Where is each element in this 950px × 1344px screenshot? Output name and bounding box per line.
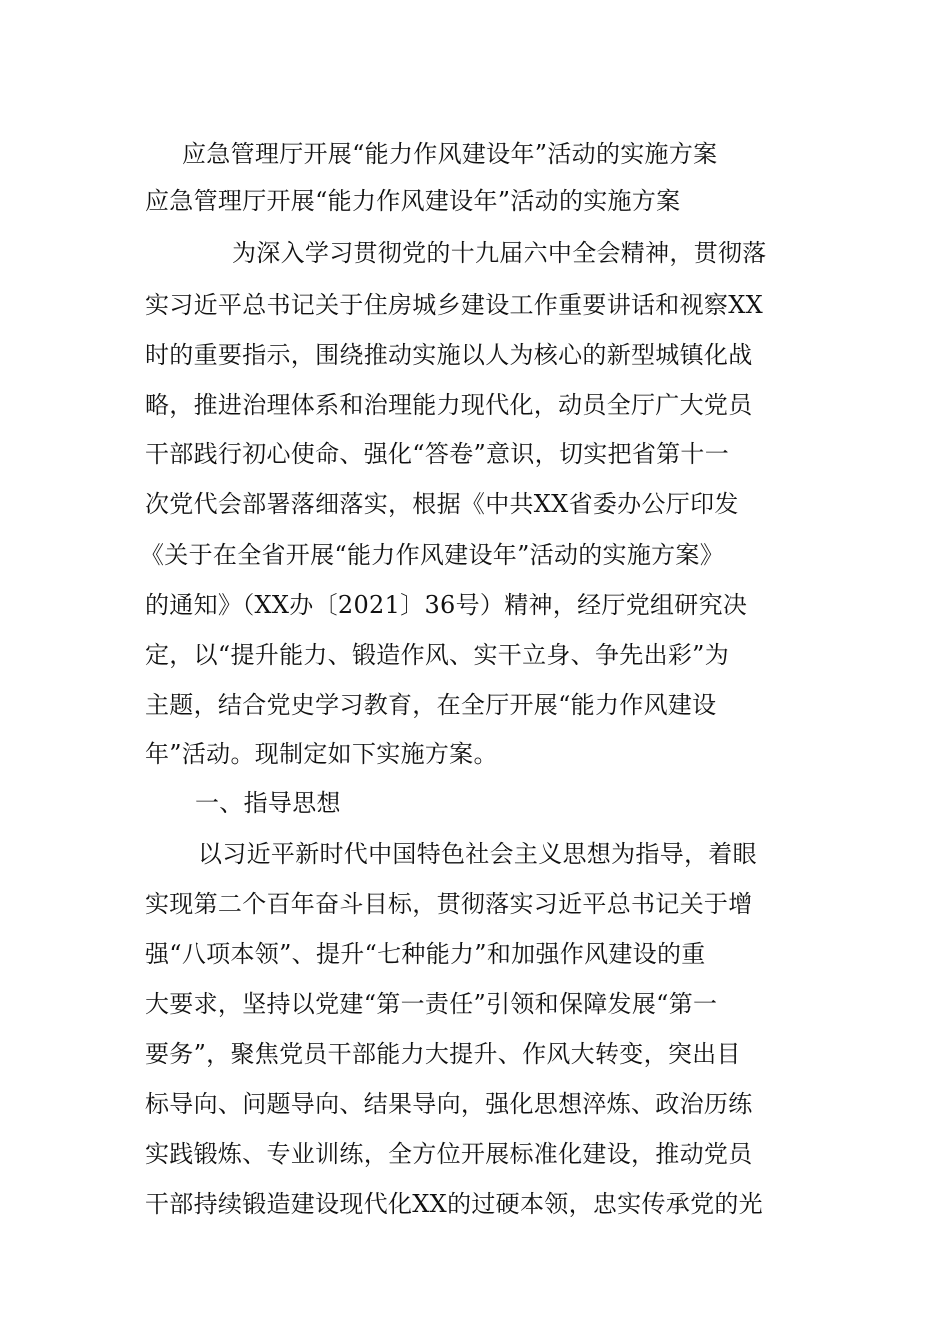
intro-line-9: 定，以“提升能力、锻造作风、实干立身、争先出彩”为 [145, 641, 730, 669]
section-1-heading: 一、指导思想 [195, 789, 341, 817]
intro-line-7: 《关于在全省开展“能力作风建设年”活动的实施方案》 [140, 541, 725, 569]
intro-line-5: 干部践行初心使命、强化“答卷”意识，切实把省第十一 [145, 440, 730, 468]
intro-line-3: 时的重要指示，围绕推动实施以人为核心的新型城镇化战 [145, 341, 753, 369]
document-title-line-2: 应急管理厅开展“能力作风建设年”活动的实施方案 [145, 187, 681, 215]
intro-line-11: 年”活动。现制定如下实施方案。 [145, 740, 498, 768]
section-1-line-4: 大要求，坚持以党建“第一责任”引领和保障发展“第一 [145, 990, 718, 1018]
intro-line-8: 的通知》（XX办〔2021〕36号）精神，经厅党组研究决 [145, 591, 748, 619]
section-1-line-3: 强“八项本领”、提升“七种能力”和加强作风建设的重 [145, 940, 706, 968]
section-1-line-1: 以习近平新时代中国特色社会主义思想为指导，着眼 [198, 840, 757, 868]
intro-line-1: 为深入学习贯彻党的十九届六中全会精神，贯彻落 [232, 239, 767, 267]
section-1-line-8: 干部持续锻造建设现代化XX的过硬本领，忠实传承党的光 [145, 1190, 763, 1218]
section-1-line-5: 要务”，聚焦党员干部能力大提升、作风大转变，突出目 [145, 1040, 741, 1068]
intro-line-10: 主题，结合党史学习教育，在全厅开展“能力作风建设 [145, 691, 717, 719]
section-1-line-6: 标导向、问题导向、结果导向，强化思想淬炼、政治历练 [145, 1090, 753, 1118]
section-1-line-7: 实践锻炼、专业训练，全方位开展标准化建设，推动党员 [145, 1140, 753, 1168]
section-1-line-2: 实现第二个百年奋斗目标，贯彻落实习近平总书记关于增 [145, 890, 753, 918]
intro-line-6: 次党代会部署落细落实，根据《中共XX省委办公厅印发 [145, 490, 739, 518]
intro-line-2: 实习近平总书记关于住房城乡建设工作重要讲话和视察XX [145, 291, 763, 319]
document-title-line-1: 应急管理厅开展“能力作风建设年”活动的实施方案 [182, 140, 718, 168]
intro-line-4: 略，推进治理体系和治理能力现代化，动员全厅广大党员 [145, 391, 753, 419]
